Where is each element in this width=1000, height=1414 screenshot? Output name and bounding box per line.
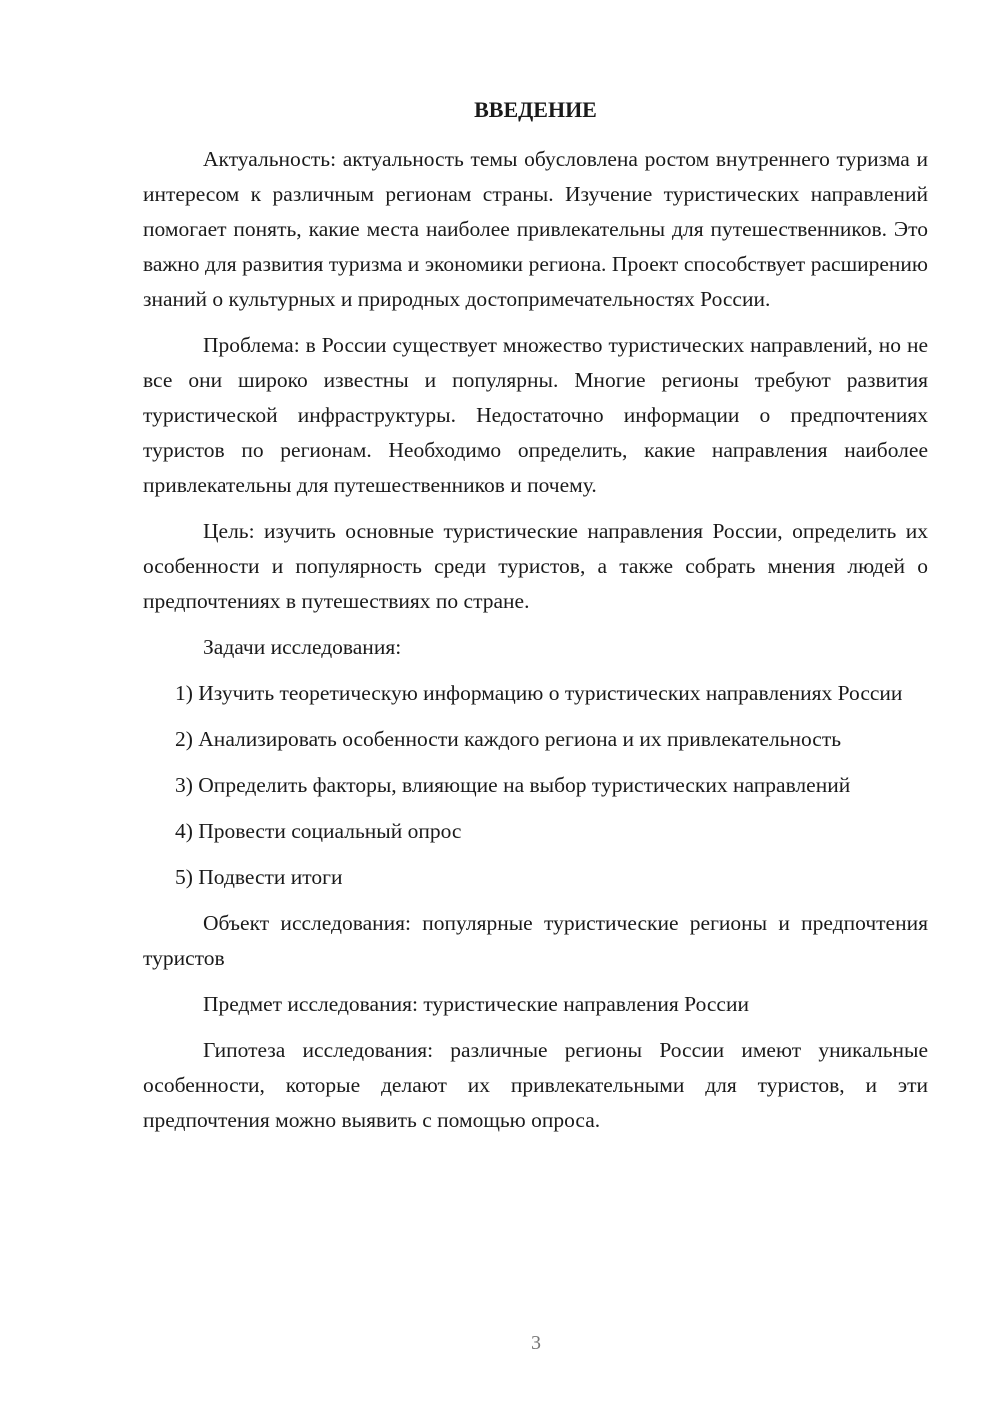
paragraph-problem: Проблема: в России существует множество туристических направлений, но не все они широко известны и популярны. Многие регионы требуют развития туристической инфраструктуры. Недостаточно информации о предпочтениях туристов по регионам. Необходимо определить, какие направления наиболее привлекательны для путешественников и почему. <box>143 333 928 497</box>
paragraph-hypothesis: Гипотеза исследования: различные регионы России имеют уникальные особенности, которые делают их привлекательными для туристов, и эти предпочтения можно выявить с помощью опроса. <box>143 1038 928 1132</box>
paragraph-object: Объект исследования: популярные туристические регионы и предпочтения туристов <box>143 911 928 970</box>
paragraph-goal: Цель: изучить основные туристические направления России, определить их особенности и популярность среди туристов, а также собрать мнения людей о предпочтениях в путешествиях по стране. <box>143 519 928 613</box>
page-number: 3 <box>531 1332 541 1354</box>
paragraph-relevance: Актуальность: актуальность темы обусловлена ростом внутреннего туризма и интересом к различным регионам страны. Изучение туристических направлений помогает понять, какие места наиболее привлекательны для путешественников. Это важно для развития туризма и экономики региона. Проект способствует расширению знаний о культурных и природных достопримечательностях России. <box>143 147 928 311</box>
task-item-4: 4) Провести социальный опрос <box>175 819 462 843</box>
task-item-3: 3) Определить факторы, влияющие на выбор туристических направлений <box>175 773 851 797</box>
task-item-1: 1) Изучить теоретическую информацию о туристических направлениях России <box>175 681 903 705</box>
task-item-2: 2) Анализировать особенности каждого региона и их привлекательность <box>175 727 842 751</box>
task-item-5: 5) Подвести итоги <box>175 865 343 889</box>
document-page <box>143 92 928 1149</box>
section-title: ВВЕДЕНИЕ <box>474 97 597 122</box>
paragraph-subject: Предмет исследования: туристические направления России <box>203 992 749 1016</box>
paragraph-tasks-heading: Задачи исследования: <box>203 635 402 659</box>
